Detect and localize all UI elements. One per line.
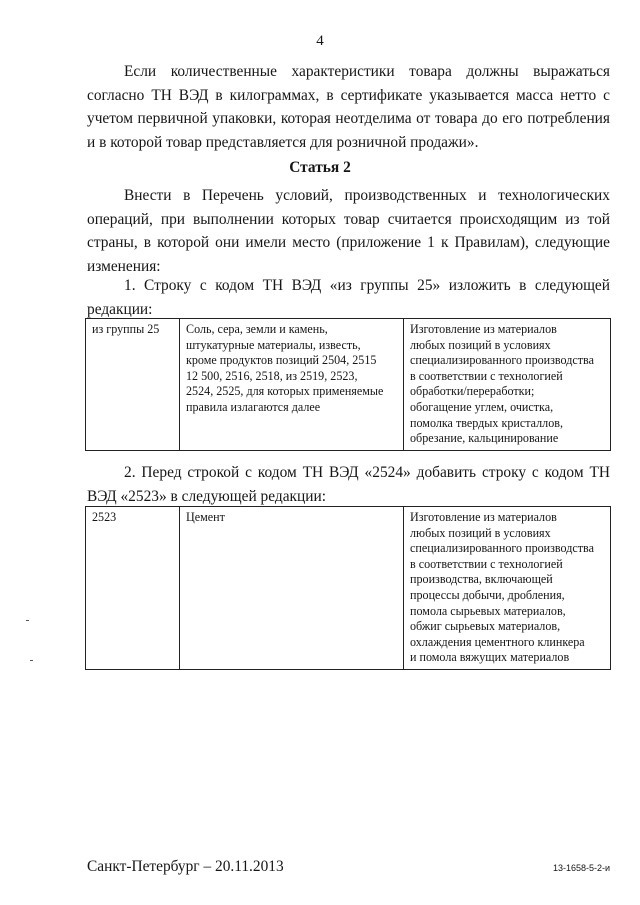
table2-cond-line: любых позиций в условиях [410,525,551,540]
table2-code: 2523 [92,510,117,524]
article-paragraph: Внести в Перечень условий, производственных и технологических операций, при выполнении которых товар считается происходящим из той страны, в которой они имели место (приложение 1 к Правилам), следующие изменения: [87,187,610,275]
table2-code-cell [86,507,180,670]
table1-code-cell [86,319,180,451]
table2 [85,506,611,670]
table1-desc-line: 2524, 2525, для которых применяемые [186,384,384,399]
intro-paragraph: Если количественные характеристики товара должны выражаться согласно ТН ВЭД в килограммах, в сертификате указывается масса нетто с учетом первичной упаковки, которая неотделима от товара до его потребления и в которой товар представляется для розничной продажи». [87,63,610,151]
table2-cond-line: специализированного производства [410,541,594,556]
table1-desc-line: Соль, сера, земли и камень, [186,322,328,336]
table1-cond-line: специализированного производства [410,353,594,368]
table2-description: Цемент [186,510,225,524]
scan-speck [26,620,29,621]
page-number: 4 [316,33,324,49]
table1-code: из группы 25 [92,322,160,336]
table2-row [86,507,611,670]
table2-cond-line: охлаждения цементного клинкера [410,634,585,649]
table2-cond-line: в соответствии с технологией [410,556,563,571]
footer-doc-code: 13-1658-5-2-и [552,863,610,873]
table1-desc-line: штукатурные материалы, известь, [186,337,361,352]
table2-cond-line: процессы добычи, дробления, [410,587,565,602]
table1-cond-line: в соответствии с технологией [410,368,563,383]
table1-row [86,319,611,451]
table2-cond-line: обжиг сырьевых материалов, [410,619,561,634]
table1-condition-cell [404,319,611,451]
table1-description-cell [180,319,404,451]
article-heading: Статья 2 [289,159,351,176]
table2-description-cell [180,507,404,670]
table1-cond-line: обрезание, кальцинирование [410,431,559,446]
table1-cond-line: Изготовление из материалов [410,322,557,336]
table1-cond-line: любых позиций в условиях [410,337,551,352]
table2-cond-line: Изготовление из материалов [410,510,557,524]
item1-text: 1. Строку с кодом ТН ВЭД «из группы 25» изложить в следующей редакции: [87,277,610,318]
table1 [85,318,611,451]
table1-desc-line: правила излагаются далее [186,399,321,414]
table1-desc-line: кроме продуктов позиций 2504, 2515 [186,353,377,368]
table1-cond-line: обогащение углем, очистка, [410,399,554,414]
table2-cond-line: и помола вяжущих материалов [410,650,570,665]
item2-text: 2. Перед строкой с кодом ТН ВЭД «2524» добавить строку с кодом ТН ВЭД «2523» в следующей редакции: [87,464,610,505]
table2-cond-line: производства, включающей [410,572,553,587]
table2-condition-cell [404,507,611,670]
table1-cond-line: обработки/переработки; [410,384,535,399]
table1-cond-line: помолка твердых кристаллов, [410,415,563,430]
table2-cond-line: помола сырьевых материалов, [410,603,566,618]
scan-speck [30,660,33,661]
table1-desc-line: 12 500, 2516, 2518, из 2519, 2523, [186,368,358,383]
footer-place-date: Санкт-Петербург – 20.11.2013 [87,858,284,875]
